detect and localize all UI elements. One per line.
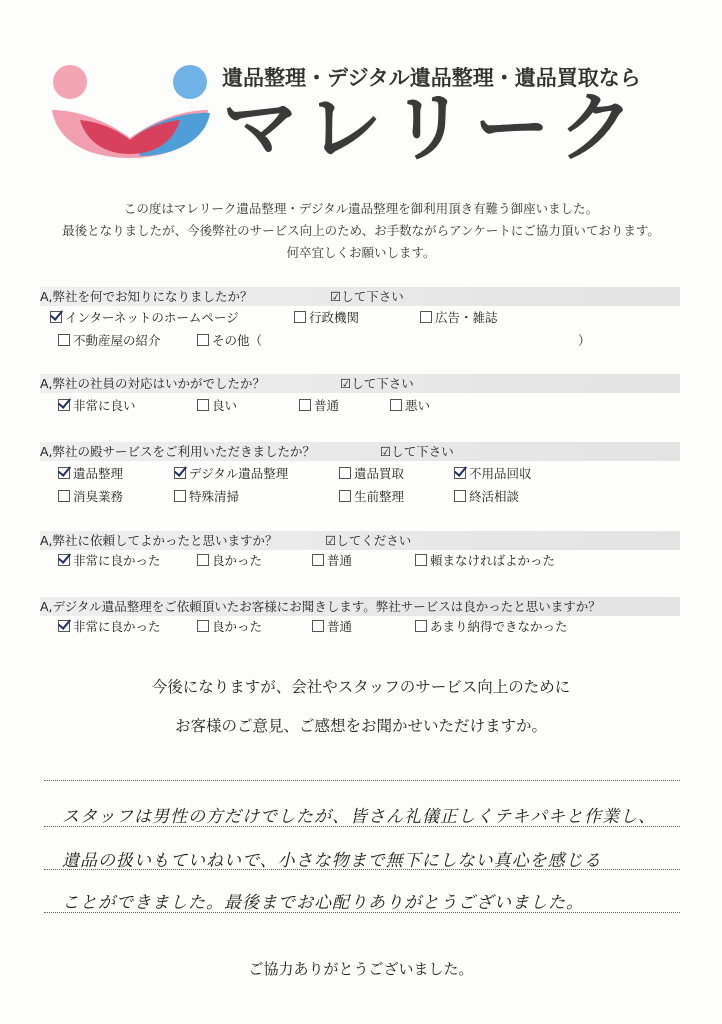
option-realestate[interactable]: 不動産屋の紹介 (58, 332, 161, 350)
question-instruction: ☑して下さい (340, 376, 414, 391)
intro-line: 最後となりましたが、今後弊社のサービス向上のため、お手数ながらアンケートにご協力頂いております。 (62, 223, 660, 238)
option-good[interactable]: 良かった (197, 552, 262, 570)
checkbox-checked-icon[interactable] (174, 467, 186, 479)
intro-line: 何卒宜しくお願いします。 (286, 245, 436, 260)
question-3 (40, 442, 680, 461)
option-very-good[interactable]: 非常に良かった (58, 552, 161, 570)
question-text: A,弊社を何でお知りになりましたか？ (40, 289, 253, 304)
checkbox-icon[interactable] (339, 490, 351, 502)
question-text: A,弊社の殿サービスをご利用いただきましたか？ (40, 444, 316, 459)
option-shoushuu[interactable]: 消臭業務 (58, 488, 123, 506)
question-instruction: ☑して下さい (330, 289, 404, 304)
checkbox-icon[interactable] (415, 554, 427, 566)
checkbox-icon[interactable] (294, 311, 306, 323)
checkbox-icon[interactable] (420, 311, 432, 323)
option-government[interactable]: 行政機関 (294, 309, 359, 327)
answer-line (44, 780, 680, 781)
option-normal[interactable]: 普通 (312, 552, 352, 570)
checkbox-icon[interactable] (312, 620, 324, 632)
checkbox-icon[interactable] (58, 490, 70, 502)
checkbox-icon[interactable] (454, 490, 466, 502)
option-not-satisfied[interactable]: あまり納得できなかった (415, 618, 568, 636)
option-tokushu[interactable]: 特殊清掃 (174, 488, 239, 506)
option-good[interactable]: 良かった (197, 618, 262, 636)
intro-text (0, 198, 722, 264)
option-digital-ihin[interactable]: デジタル遺品整理 (174, 465, 288, 483)
question-text: A,デジタル遺品整理をご依頼頂いたお客様にお聞きします。弊社サービスは良かったと思いますか？ (40, 599, 601, 614)
option-seizen[interactable]: 生前整理 (339, 488, 404, 506)
closing-question-line: 今後になりますが、会社やスタッフのサービス向上のために (151, 678, 571, 696)
question-instruction: ☑して下さい (380, 444, 454, 459)
checkbox-icon[interactable] (339, 467, 351, 479)
question-4 (40, 531, 680, 550)
question-instruction: ☑してください (325, 533, 412, 548)
checkbox-checked-icon[interactable] (50, 311, 62, 323)
option-shukatsu[interactable]: 終活相談 (454, 488, 519, 506)
option-ihin-seiri[interactable]: 遺品整理 (58, 465, 123, 483)
question-2 (40, 374, 680, 393)
checkbox-icon[interactable] (197, 334, 209, 346)
option-fuyouhin[interactable]: 不用品回収 (454, 465, 532, 483)
option-normal[interactable]: 普通 (312, 618, 352, 636)
question-5 (40, 597, 680, 616)
closing-question-line: お客様のご意見、ご感想をお聞かせいただけますか。 (174, 717, 547, 735)
option-very-good[interactable]: 非常に良い (58, 397, 136, 415)
marelique-logo-icon (40, 58, 220, 168)
checkbox-icon[interactable] (174, 490, 186, 502)
option-advertising[interactable]: 広告・雑誌 (420, 309, 498, 327)
checkbox-icon[interactable] (58, 334, 70, 346)
thanks-text: ご協力ありがとうございました。 (248, 960, 474, 978)
tagline: 遺品整理・デジタル遺品整理・遺品買取なら (222, 66, 641, 90)
question-text: A,弊社の社員の対応はいかがでしたか？ (40, 376, 266, 391)
checkbox-icon[interactable] (390, 399, 402, 411)
option-bad[interactable]: 悪い (390, 397, 430, 415)
checkbox-icon[interactable] (197, 399, 209, 411)
checkbox-icon[interactable] (197, 620, 209, 632)
option-good[interactable]: 良い (197, 397, 237, 415)
question-1 (40, 287, 680, 306)
handwritten-comment-line: スタッフは男性の方だけでしたが、皆さん礼儀正しくテキパキと作業し、 (62, 807, 656, 827)
checkbox-checked-icon[interactable] (58, 467, 70, 479)
brand-name: マレリーク (222, 83, 642, 172)
option-other-close: ） (578, 333, 591, 348)
checkbox-checked-icon[interactable] (58, 620, 70, 632)
checkbox-checked-icon[interactable] (58, 554, 70, 566)
option-normal[interactable]: 普通 (299, 397, 339, 415)
handwritten-comment-line: 遺品の扱いもていねいで、小さな物まで無下にしない真心を感じる (62, 851, 602, 871)
checkbox-icon[interactable] (197, 554, 209, 566)
option-regret[interactable]: 頼まなければよかった (415, 552, 555, 570)
checkbox-icon[interactable] (415, 620, 427, 632)
handwritten-comment-line: ことができました。最後までお心配りありがとうございました。 (62, 893, 584, 913)
option-very-good[interactable]: 非常に良かった (58, 618, 161, 636)
checkbox-icon[interactable] (299, 399, 311, 411)
checkbox-icon[interactable] (312, 554, 324, 566)
option-ihin-kaitori[interactable]: 遺品買取 (339, 465, 404, 483)
checkbox-checked-icon[interactable] (454, 467, 466, 479)
intro-line: この度はマレリーク遺品整理・デジタル遺品整理を御利用頂き有難う御座いました。 (123, 201, 599, 216)
option-other[interactable]: その他（ (197, 332, 262, 350)
option-internet[interactable]: インターネットのホームページ (50, 309, 239, 327)
checkbox-checked-icon[interactable] (58, 399, 70, 411)
question-text: A,弊社に依頼してよかったと思いますか？ (40, 533, 278, 548)
